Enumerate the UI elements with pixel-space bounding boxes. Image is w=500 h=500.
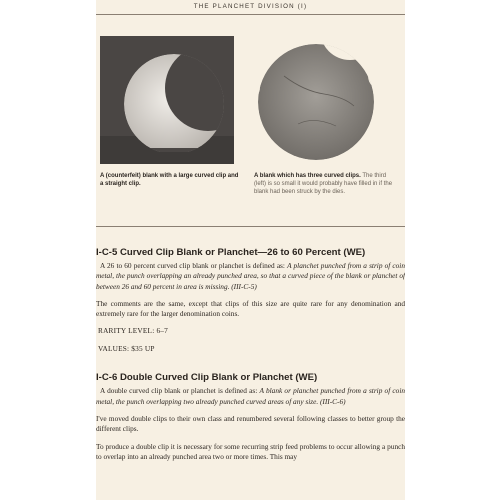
caption-1-bold: A (counterfeit) blank with a large curved clip and a straight clip.	[100, 173, 239, 187]
rarity-level: RARITY LEVEL: 6–7	[98, 326, 169, 336]
values: VALUES: $35 UP	[98, 344, 155, 354]
definition-lead: A 26 to 60 percent curved clip blank or planchet is defined as:	[100, 261, 288, 270]
comment-i-c-5: The comments are the same, except that clips of this size are quite rare for any denomination and extremely rare for the larger denomination coins.	[96, 298, 405, 319]
caption-2-rest: The third (left) is so small it would probably have filled in if the blank had been struck by the dies.	[254, 173, 393, 195]
crescent-blank-photo	[100, 36, 234, 164]
running-head: THE PLANCHET DIVISION (I)	[193, 3, 308, 10]
caption-2-bold: A blank which has three curved clips.	[254, 173, 361, 179]
section-heading-i-c-5: I-C-5 Curved Clip Blank or Planchet—26 to 60 Percent (WE)	[96, 247, 366, 258]
page-content	[96, 247, 405, 469]
definition-lead-2: A double curved clip blank or planchet is defined as:	[100, 386, 260, 396]
definition-i-c-6	[96, 386, 405, 407]
clipped-blank-photo	[254, 36, 378, 164]
definition-i-c-5	[96, 261, 405, 292]
section-rule	[96, 226, 405, 227]
section-heading-i-c-6: I-C-6 Double Curved Clip Blank or Planchet (WE)	[96, 372, 318, 384]
definition-text: A planchet punched from a strip of coin metal, the punch overlapping an already punched area, so that a curved piece of the blank or planchet of between 26 and 60 percent in area is missing. (III-C-5)	[96, 261, 405, 291]
figure-caption-1	[100, 172, 240, 188]
paragraph-produce-double-clip: To produce a double clip it is necessary for some recurring strip feed problems to occur allowing a punch to overlap into an already punched area two or more times. This may	[96, 441, 405, 461]
book-page	[96, 0, 405, 500]
header-rule	[96, 14, 405, 15]
figure-caption-2	[254, 172, 394, 196]
definition-text-2: A blank or planchet punched from a strip of coin metal, the punch overlapping two already punched curved areas of any size. (III-C-6)	[96, 386, 405, 406]
paragraph-double-clips: I've moved double clips to their own class and renumbered several following classes to better group the different clips.	[96, 414, 405, 434]
